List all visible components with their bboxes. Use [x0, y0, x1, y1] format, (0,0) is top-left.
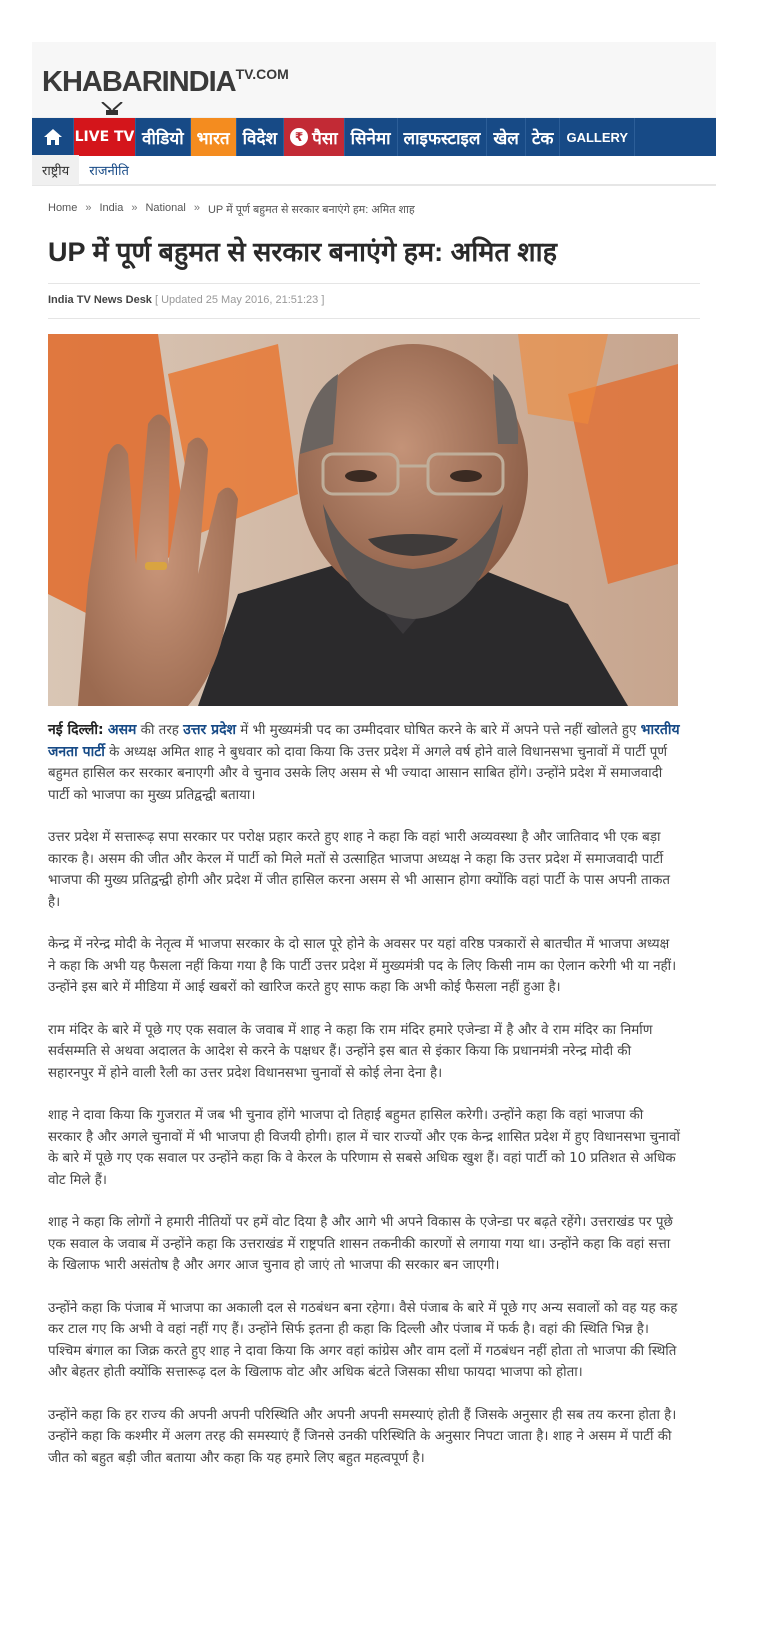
- breadcrumb-national[interactable]: National: [145, 202, 186, 214]
- nav-gallery[interactable]: GALLERY: [560, 118, 635, 156]
- nav-home[interactable]: [32, 118, 74, 156]
- article-paragraph: केन्द्र में नरेन्द्र मोदी के नेतृत्व में भाजपा सरकार के दो साल पूरे होने के अवसर पर यहां वरिष्ठ पत्रकारों से बातचीत में भाजपा अध्यक्ष ने कहा कि अभी यह फैसला नहीं किया गया है कि पार्टी उत्तर प्रदेश में मुख्यमंत्री पद के लिए किसी नाम का ऐलान करेगी भी या नहीं। उन्होंने इस बारे में मीडिया में आई खबरों को खारिज करते हुए साफ कहा कि अभी कोई फैसला नहीं हुआ है।: [48, 937, 677, 995]
- breadcrumb-current: UP में पूर्ण बहुमत से सरकार बनाएंगे हम: अमित शाह: [207, 204, 415, 216]
- nav-khel[interactable]: खेल: [487, 118, 525, 156]
- author-name[interactable]: India TV News Desk: [48, 294, 152, 306]
- nav-bharat[interactable]: भारत: [191, 118, 237, 156]
- article-paragraph: उन्होंने कहा कि पंजाब में भाजपा का अकाली दल से गठबंधन बना रहेगा। वैसे पंजाब के बारे में पूछे गए अन्य सवालों को वह यह कह कर टाल गए कि अभी वे वहां नहीं गए हैं। उन्होंने सिर्फ इतना ही कहा कि दिल्ली और पंजाब में फर्क है। वहां की स्थिति भिन्न है। पश्चिम बंगाल का जिक्र करते हुए शाह ने दावा किया कि अगर वहां कांग्रेस और वाम दलों में गठबंधन नहीं होता तो भाजपा की स्थिति और बेहतर होती क्योंकि सत्तारूढ़ दल के खिलाफ वोट और अधिक बंटते जिसका सीधा फायदा भाजपा को होता।: [48, 1300, 678, 1380]
- breadcrumb-sep: »: [85, 202, 92, 214]
- nav-lifestyle[interactable]: लाइफस्टाइल: [398, 118, 488, 156]
- breadcrumb-home[interactable]: Home: [48, 202, 78, 214]
- article-hero-image: [48, 334, 678, 706]
- logo-suffix: TV.COM: [235, 66, 289, 82]
- article-paragraph-lead: [48, 720, 680, 806]
- title-divider: [48, 283, 700, 284]
- article-paragraph: शाह ने कहा कि लोगों ने हमारी नीतियों पर हमें वोट दिया है और आगे भी अपने विकास के एजेन्डा पर बढ़ते रहेंगे। उत्तराखंड पर पूछे एक सवाल के जवाब में उन्होंने कहा कि उत्तराखंड में राष्ट्रपति शासन तकनीकी कारणों से लगाया गया था। उन्होंने कहा कि वहां सत्ता के खिलाफ भारी असंतोष है और अगर आज चुनाव हो जाएं तो भाजपा की सरकार बन जाएगी।: [48, 1215, 673, 1273]
- header-logo-band: [32, 42, 716, 118]
- nav-paisa[interactable]: [284, 118, 345, 156]
- nav-paisa-label: पैसा: [312, 128, 338, 149]
- breadcrumb-india[interactable]: India: [99, 202, 124, 214]
- link-assam[interactable]: असम: [107, 722, 137, 738]
- dateline: नई दिल्ली:: [48, 722, 104, 738]
- tv-antenna-icon: [98, 102, 126, 116]
- subnav-rajniti[interactable]: राजनीति: [89, 164, 129, 179]
- link-uttar-pradesh[interactable]: उत्तर प्रदेश: [183, 722, 237, 738]
- sub-nav: [32, 156, 716, 186]
- breadcrumb-sep: »: [131, 202, 138, 214]
- nav-video[interactable]: वीडियो: [136, 118, 191, 156]
- rupee-icon: ₹: [290, 128, 308, 146]
- breadcrumb: [48, 202, 700, 217]
- article-paragraph: उत्तर प्रदेश में सत्तारूढ़ सपा सरकार पर परोक्ष प्रहार करते हुए शाह ने कहा कि वहां भारी अव्यवस्था है और जातिवाद भी एक बड़ा कारक है। असम की जीत और केरल में पार्टी को मिले मतों से उत्साहित भाजपा अध्यक्ष ने कहा कि उत्तर प्रदेश में समाजवादी पार्टी भाजपा की मुख्य प्रतिद्वन्द्वी होगी और प्रदेश में जीत हासिल करना असम से भी आसान होगा क्योंकि वहां पार्टी के पास अपनी ताकत है।: [48, 830, 671, 910]
- updated-timestamp: [ Updated 25 May 2016, 21:51:23 ]: [155, 294, 325, 306]
- nav-live-tv[interactable]: LIVE TV: [74, 118, 136, 156]
- nav-cinema[interactable]: सिनेमा: [345, 118, 398, 156]
- breadcrumb-sep: »: [193, 202, 200, 214]
- home-icon: [43, 128, 63, 146]
- main-nav: [32, 118, 716, 156]
- byline-divider: [48, 318, 700, 319]
- link-bjp[interactable]: भारतीय जनता पार्टी: [48, 722, 680, 760]
- article-paragraph: शाह ने दावा किया कि गुजरात में जब भी चुनाव होंगे भाजपा दो तिहाई बहुमत हासिल करेगी। उन्होंने कहा कि वहां भाजपा की सरकार है और अगले चुनावों में भी भाजपा ही विजयी होगी। हाल में चार राज्यों और एक केन्द्र शासित प्रदेश में हुए विधानसभा चुनावों के बारे में पूछे गए एक सवाल पर उन्होंने कहा कि वे केरल के परिणाम से सबसे अधिक खुश हैं। वहां पार्टी को 10 प्रतिशत से अधिक वोट मिले हैं।: [48, 1108, 680, 1188]
- nav-tech[interactable]: टेक: [526, 118, 561, 156]
- nav-videsh[interactable]: विदेश: [237, 118, 284, 156]
- logo-brand: KHABARINDIA: [42, 66, 236, 98]
- article-body: [48, 720, 680, 1469]
- lead-text-2: में भी मुख्यमंत्री पद का उम्मीदवार घोषित करने के बारे में अपने पत्ते नहीं खोलते हुए: [236, 723, 641, 738]
- site-logo[interactable]: [42, 66, 289, 99]
- page-wrapper: [32, 42, 716, 1490]
- article-paragraph: उन्होंने कहा कि हर राज्य की अपनी अपनी परिस्थिति और अपनी अपनी समस्याएं होती हैं जिसके अनुसार ही सब तय करना होता है। उन्होंने कहा कि कश्मीर में अलग तरह की समस्याएं हैं जिनसे उनकी परिस्थिति के अनुसार निपटा जाता है। शाह ने असम में पार्टी की जीत को बहुत बड़ी जीत बताया और कहा कि यह हमारे लिए बहुत महत्वपूर्ण है।: [48, 1407, 677, 1466]
- subnav-rashtriya[interactable]: राष्ट्रीय: [32, 155, 79, 185]
- byline: [48, 294, 700, 306]
- article-content: [32, 202, 716, 1469]
- hero-photo: [48, 334, 678, 706]
- article-title: UP में पूर्ण बहुमत से सरकार बनाएंगे हम: अमित शाह: [48, 237, 557, 267]
- article-paragraph: राम मंदिर के बारे में पूछे गए एक सवाल के जवाब में शाह ने कहा कि राम मंदिर हमारे एजेन्डा में है और वे राम मंदिर का निर्माण सर्वसम्मति से अथवा अदालत के आदेश से करने के पक्षधर हैं। उन्होंने इस बात से इंकार किया कि प्रधानमंत्री नरेन्द्र मोदी की सहारनपुर में होने वाली रैली का उत्तर प्रदेश विधानसभा चुनावों से कोई लेना देना है।: [48, 1022, 653, 1081]
- lead-text-1: की तरह: [136, 723, 184, 738]
- lead-text-3: के अध्यक्ष अमित शाह ने बुधवार को दावा किया कि उत्तर प्रदेश में अगले वर्ष होने वाले विधानसभा चुनावों में पार्टी पूर्ण बहुमत हासिल कर सरकार बनाएगी और वे चुनाव उसके लिए असम से भी ज्यादा आसान साबित होंगे। उन्होंने प्रदेश में समाजवादी पार्टी को भाजपा का मुख्य प्रतिद्वन्द्वी बताया।: [48, 744, 668, 803]
